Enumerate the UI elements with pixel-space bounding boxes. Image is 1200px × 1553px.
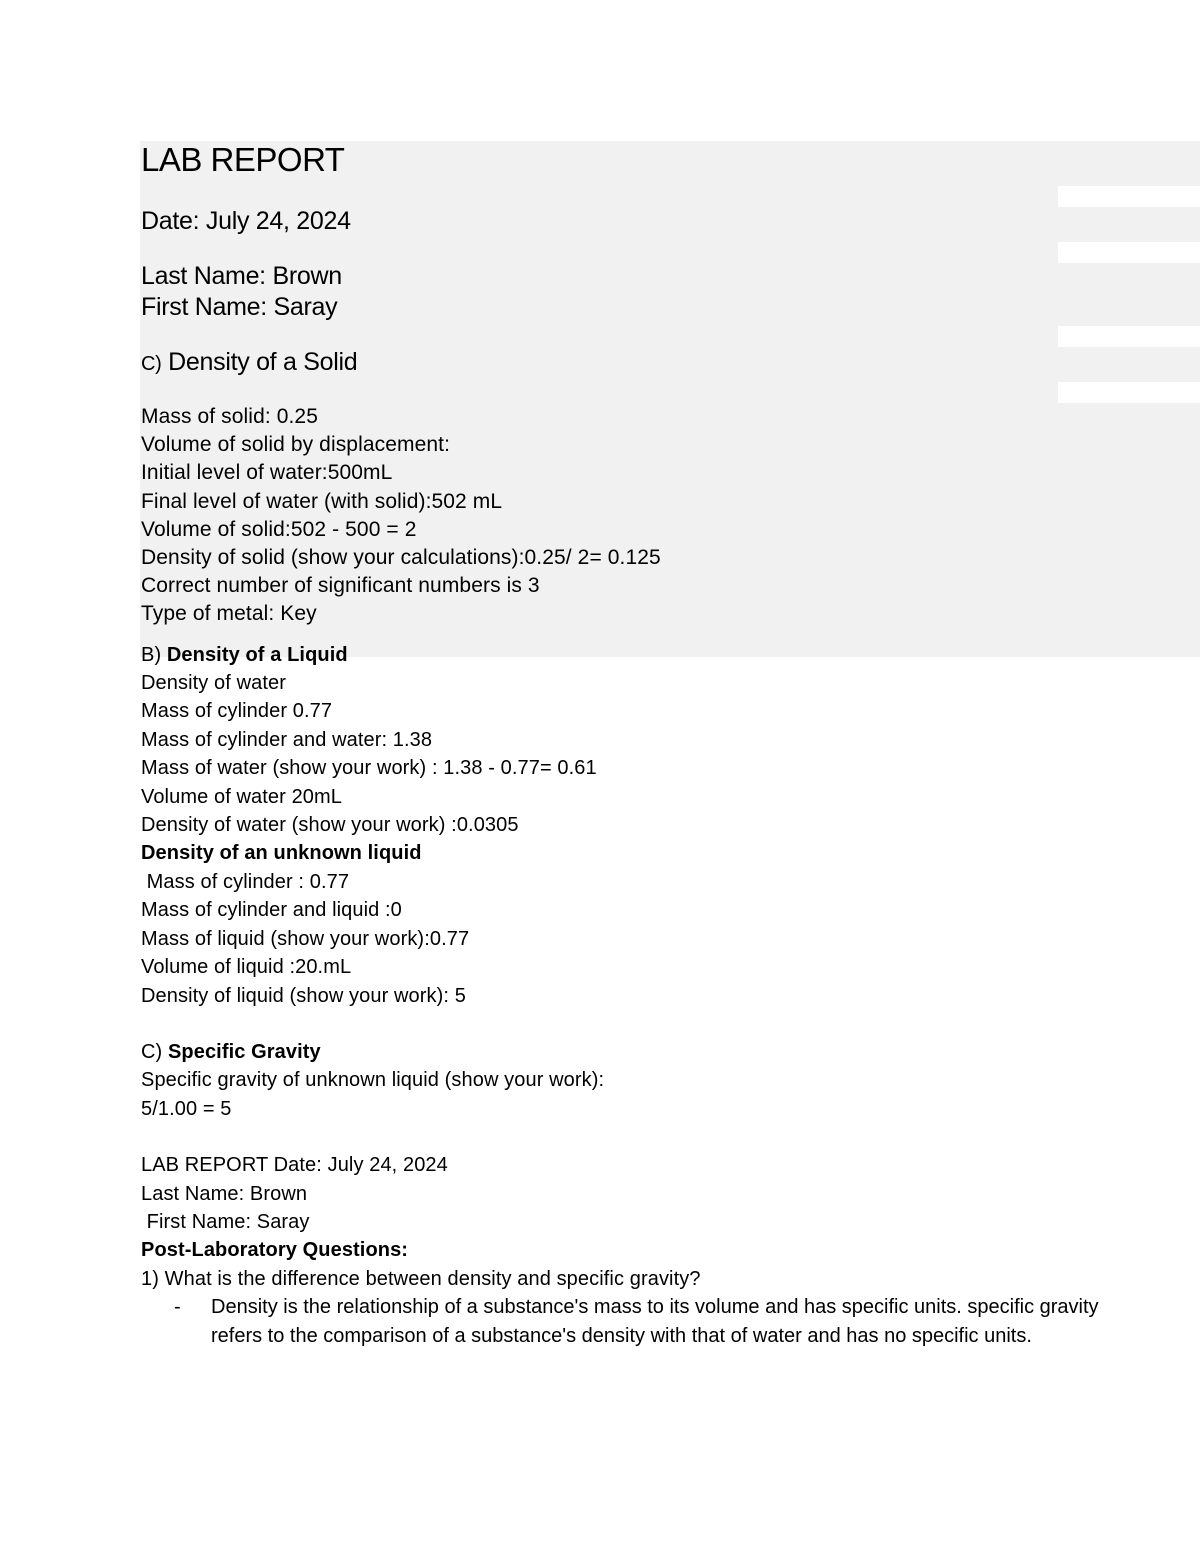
data-line: Density of solid (show your calculations):0.25/ 2= 0.125: [141, 546, 661, 570]
document-body: [141, 140, 1099, 1350]
section-letter: C): [141, 353, 162, 375]
margin-bar: [1058, 382, 1200, 403]
section-heading-solid: [141, 347, 1061, 380]
section-title: Density of a Liquid: [166, 643, 348, 666]
margin-bar: [1058, 242, 1200, 263]
data-line: Mass of solid: 0.25: [141, 405, 318, 428]
data-line: Mass of cylinder and liquid :0: [141, 899, 402, 922]
data-line: Volume of water 20mL: [141, 785, 342, 808]
page-title: LAB REPORT: [141, 141, 345, 178]
data-line: Density of water: [141, 672, 286, 695]
bullet-dash: -: [174, 1296, 181, 1319]
liquid-data-block: [141, 641, 1061, 1010]
data-line: Mass of cylinder 0.77: [141, 700, 333, 723]
data-line: Final level of water (with solid):502 mL: [141, 489, 503, 513]
post-lab-block: [141, 1151, 1099, 1350]
section-title: Specific Gravity: [167, 1040, 321, 1063]
solid-data-block: [141, 403, 1061, 629]
post-lab-heading: Post-Laboratory Questions:: [141, 1239, 409, 1262]
answer-text: Density is the relationship of a substance's mass to its volume and has specific units. specific gravity refers to the comparison of a substance's density with that of water and has no specific units.: [211, 1296, 1099, 1347]
section-heading-gravity: [141, 1038, 1061, 1066]
gravity-data-block: [141, 1038, 1061, 1123]
data-line: Type of metal: Key: [141, 602, 317, 626]
data-line: Mass of cylinder and water: 1.38: [141, 728, 433, 751]
repeat-header-line: LAB REPORT Date: July 24, 2024: [141, 1154, 448, 1177]
data-line: Density of water (show your work) :0.0305: [141, 814, 519, 837]
data-line: Mass of water (show your work) : 1.38 - 0.77= 0.61: [141, 757, 597, 780]
data-line: Volume of solid by displacement:: [141, 433, 451, 457]
margin-bar: [1058, 186, 1200, 207]
section-heading-liquid: [141, 641, 1061, 669]
subsection-title: Density of an unknown liquid: [141, 842, 422, 865]
repeat-header-line: Last Name: Brown: [141, 1182, 308, 1205]
data-line: Mass of liquid (show your work):0.77: [141, 927, 470, 950]
data-line: Initial level of water:500mL: [141, 461, 393, 485]
section-letter: C): [141, 1040, 163, 1063]
data-line: Density of liquid (show your work): 5: [141, 984, 466, 1007]
data-line: Volume of liquid :20.mL: [141, 956, 352, 979]
data-line: Mass of cylinder : 0.77: [141, 870, 350, 893]
data-line: Specific gravity of unknown liquid (show your work):: [141, 1069, 605, 1092]
data-line: Correct number of significant numbers is 3: [141, 574, 540, 598]
section-title: Density of a Solid: [168, 348, 358, 376]
report-date: Date: July 24, 2024: [141, 207, 351, 235]
section-letter: B): [141, 643, 162, 666]
repeat-header-line: First Name: Saray: [141, 1210, 310, 1233]
first-name: First Name: Saray: [141, 293, 338, 321]
last-name: Last Name: Brown: [141, 262, 342, 290]
margin-bar: [1058, 326, 1200, 347]
data-line: 5/1.00 = 5: [141, 1097, 232, 1120]
answer-1: [141, 1293, 1111, 1350]
question-1: 1) What is the difference between density and specific gravity?: [141, 1267, 701, 1290]
data-line: Volume of solid:502 - 500 = 2: [141, 517, 417, 541]
